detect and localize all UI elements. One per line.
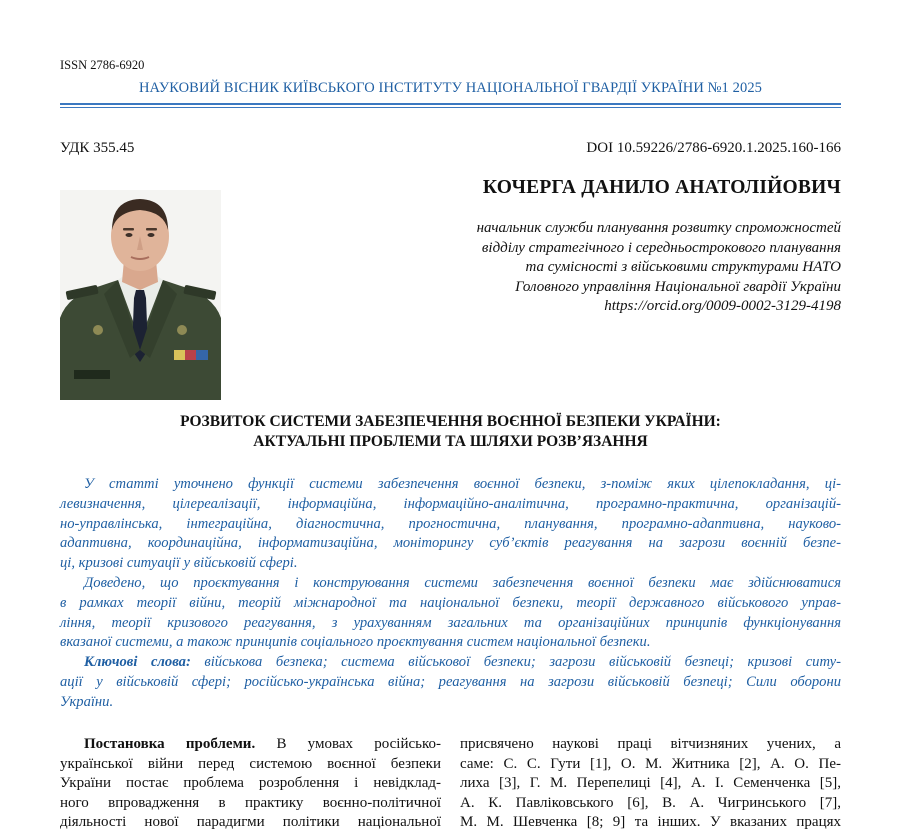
body-line: діяльності нової парадигми політики національної (60, 814, 441, 831)
body-text: В умовах російсько- (255, 736, 441, 752)
abstract-line: вказаної системи, а також принципів соціального проєктування систем національної безпеки. (60, 634, 651, 651)
abstract-line: адаптивна, координаційна, інформатизаційна, моніторингу суб’єктів реагування на загрози воєнній безпе- (60, 535, 841, 552)
issn: ISSN 2786-6920 (60, 58, 145, 72)
body-line: лиха [3], Г. М. Перепелиці [4], А. І. Семенченка [5], (460, 775, 841, 792)
keywords-line (60, 653, 841, 673)
abstract-line: но-управлінська, інтеграційна, діагностична, прогностична, планування, програмно-адаптивна, науково- (60, 515, 841, 532)
body-column-right (460, 735, 841, 833)
author-photo (60, 190, 221, 400)
abstract-line: У статті уточнено функції системи забезпечення воєнної безпеки, з-поміж яких цілепокладання, ці- (84, 476, 841, 492)
doi: DOI 10.59226/2786-6920.1.2025.160-166 (586, 140, 841, 156)
udc-code: УДК 355.45 (60, 140, 135, 156)
section-heading: Постановка проблеми. (84, 736, 256, 752)
abstract-line: ці, кризові ситуації у військовій сфері. (60, 555, 298, 572)
header-rule-thin (60, 107, 841, 108)
affiliation-line: та сумісності з військовими структурами НАТО (525, 259, 841, 276)
body-line: А. К. Павліковського [6], В. А. Чигринського [7], (460, 794, 841, 811)
header-rule-thick (60, 103, 841, 105)
body-line: української війни перед системою воєнної безпеки (60, 755, 441, 772)
body-line: М. М. Шевченка [8; 9] та інших. У вказаних працях (460, 814, 841, 831)
title-line: АКТУАЛЬНІ ПРОБЛЕМИ ТА ШЛЯХИ РОЗВ’ЯЗАННЯ (253, 433, 648, 450)
title-line: РОЗВИТОК СИСТЕМИ ЗАБЕЗПЕЧЕННЯ ВОЄННОЇ БЕЗПЕКИ УКРАЇНИ: (180, 413, 721, 430)
author-name: КОЧЕРГА ДАНИЛО АНАТОЛІЙОВИЧ (482, 177, 841, 198)
abstract (60, 475, 841, 713)
keywords-line: ації у військовій сфері; російсько-українська війна; реагування на загрози військовій безпеці; Сили оборони (60, 673, 841, 690)
body-line: присвячено наукові праці вітчизняних учених, а (460, 736, 841, 752)
abstract-line: ління, теорії кризового реагування, з урахуванням загальних та організаційних принципів функціонування (60, 614, 841, 631)
abstract-line: в рамках теорії війни, теорій міжнародної та національної безпеки, теорії державного військового управ- (60, 594, 841, 611)
body-line: саме: С. С. Гути [1], О. М. Житника [2], А. О. Пе- (460, 755, 841, 772)
keywords-label: Ключові слова: (84, 654, 191, 671)
affiliation-line: Головного управління Національної гвардії України (515, 278, 841, 295)
body-line: України постає проблема розроблення і невідклад- (60, 775, 441, 792)
orcid-link[interactable]: https://orcid.org/0009-0002-3129-4198 (604, 298, 841, 315)
article-title (60, 412, 841, 452)
affiliation-line: відділу стратегічного і середньострокового планування (481, 239, 841, 256)
abstract-line: Доведено, що проєктування і конструювання системи забезпечення воєнної безпеки має здійснюватися (84, 574, 841, 591)
journal-title: НАУКОВИЙ ВІСНИК КИЇВСЬКОГО ІНСТИТУТУ НАЦІОНАЛЬНОЇ ГВАРДІЇ УКРАЇНИ №1 2025 (138, 80, 763, 96)
body-line: ного впровадження в практику воєнно-політичної (60, 794, 441, 811)
keywords-text: військова безпека; система військової безпеки; загрози військовій безпеці; кризові ситу- (190, 654, 841, 671)
author-affiliation (371, 219, 841, 317)
keywords-line: України. (60, 693, 114, 710)
body-column-left (60, 735, 441, 833)
body-line (60, 735, 441, 755)
affiliation-line: начальник служби планування розвитку спроможностей (476, 220, 841, 236)
abstract-line: левизначення, цілереалізації, інформаційна, інформаційно-аналітична, програмно-практична, організацій- (60, 495, 841, 512)
